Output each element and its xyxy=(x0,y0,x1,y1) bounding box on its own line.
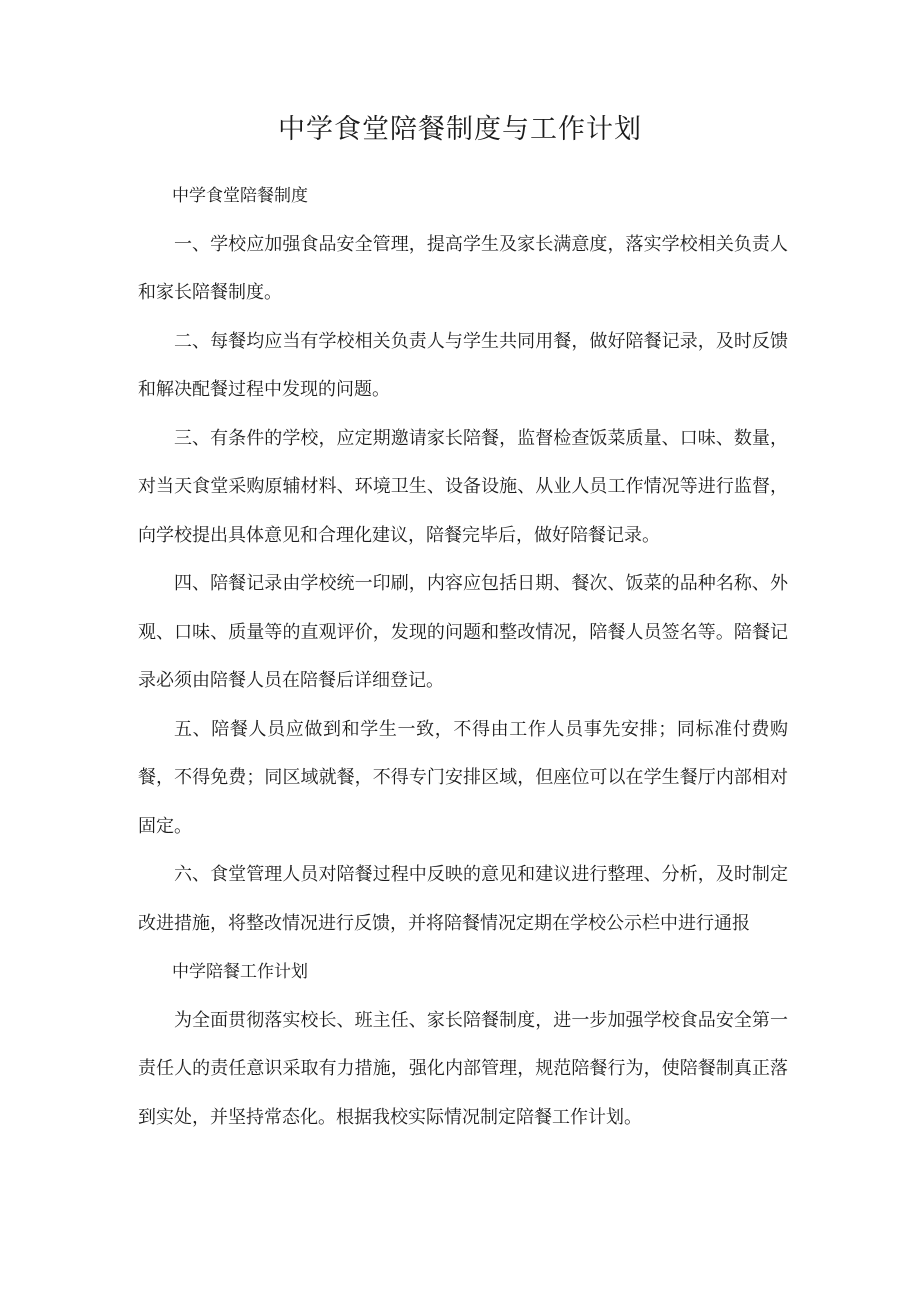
paragraph-rule-1: 一、学校应加强食品安全管理，提高学生及家长满意度，落实学校相关负责人和家长陪餐制度。 xyxy=(138,233,788,303)
paragraph-rule-2: 二、每餐均应当有学校相关负责人与学生共同用餐，做好陪餐记录，及时反馈和解决配餐过程中发现的问题。 xyxy=(138,330,788,400)
document-body xyxy=(138,172,788,1142)
paragraph-rule-6: 六、食堂管理人员对陪餐过程中反映的意见和建议进行整理、分析，及时制定改进措施，将整改情况进行反馈，并将陪餐情况定期在学校公示栏中进行通报 xyxy=(138,864,788,934)
section-heading-work-plan: 中学陪餐工作计划 xyxy=(172,962,308,982)
paragraph-plan-intro: 为全面贯彻落实校长、班主任、家长陪餐制度，进一步加强学校食品安全第一责任人的责任意识采取有力措施，强化内部管理，规范陪餐行为，使陪餐制真正落到实处，并坚持常态化。根据我校实际情况制定陪餐工作计划。 xyxy=(138,1009,788,1128)
section-heading-dining-system: 中学食堂陪餐制度 xyxy=(172,186,308,206)
paragraph-rule-5: 五、陪餐人员应做到和学生一致，不得由工作人员事先安排；同标准付费购餐，不得免费；同区域就餐，不得专门安排区域，但座位可以在学生餐厅内部相对固定。 xyxy=(138,718,788,837)
document-title: 中学食堂陪餐制度与工作计划 xyxy=(278,114,642,145)
paragraph-rule-4: 四、陪餐记录由学校统一印刷，内容应包括日期、餐次、饭菜的品种名称、外观、口味、质量等的直观评价，发现的问题和整改情况，陪餐人员签名等。陪餐记录必须由陪餐人员在陪餐后详细登记。 xyxy=(138,573,788,691)
paragraph-rule-3: 三、有条件的学校，应定期邀请家长陪餐，监督检查饭菜质量、口味、数量，对当天食堂采购原辅材料、环境卫生、设备设施、从业人员工作情况等进行监督，向学校提出具体意见和合理化建议，陪餐完毕后，做好陪餐记录。 xyxy=(138,427,788,546)
